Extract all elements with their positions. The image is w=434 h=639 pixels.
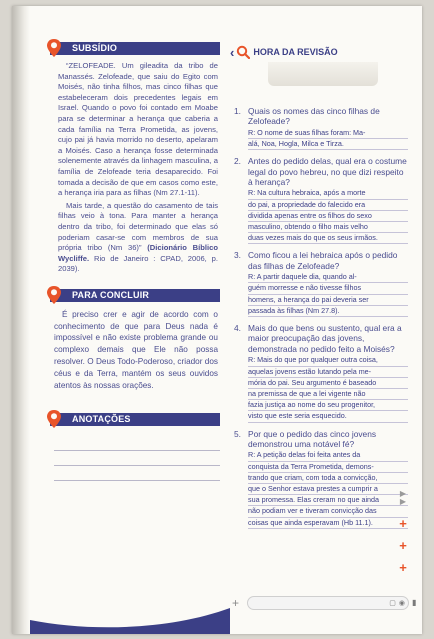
answer-line: na premissa de que a lei vigente não [248, 389, 408, 400]
question-number: 4. [234, 323, 241, 334]
answer-line: dividida apenas entre os filhos do sexo [248, 211, 408, 222]
answer-line: duas vezes mais do que os seus irmãos. [248, 233, 408, 244]
message-input[interactable] [247, 596, 409, 610]
question-number: 3. [234, 250, 241, 261]
answer-line: R: A petição delas foi feita antes da [248, 450, 408, 461]
answer-line: alá, Noa, Hogla, Milca e Tirza. [248, 139, 408, 150]
question-text: Antes do pedido delas, qual era o costume legal do povo hebreu, no que dizi respeito à herança? [248, 156, 407, 188]
answer-line: R: Mais do que por qualquer outra coisa, [248, 355, 408, 366]
answer-line: mória do pai. Seu argumento é baseado [248, 378, 408, 389]
concluir-body: É preciso crer e agir de acordo com o conhecimento de que para Deus nada é impossível e não existe problema grande ou complexo demais que Ele não possa resolver. O Deus Todo-Poderoso, criador dos céus e da Terra, mantém os seus ouvidos atentos às nossas orações. [54, 309, 218, 390]
question-item [230, 156, 408, 244]
answer-line: que o Senhor estava prestes a cumprir a [248, 484, 408, 495]
anotacoes-header [50, 413, 220, 426]
question-text: Quais os nomes das cinco filhas de Zelofeade? [248, 106, 380, 127]
subsidio-paragraph-2 [58, 201, 218, 275]
source-title: (Dicionário Bíblico Wycliffe. [58, 243, 218, 263]
review-questions [230, 106, 408, 535]
ribbon-graphic [268, 62, 378, 86]
answer-line: masculino, obtendo o filho mais velho [248, 222, 408, 233]
plus-icon[interactable]: + [399, 538, 407, 553]
answer-line: conquista da Terra Prometida, demons- [248, 462, 408, 473]
message-bar [232, 595, 420, 611]
play-arrow-icon[interactable]: ▶ [399, 497, 407, 506]
subsidio-header [50, 42, 220, 55]
answer-line: aquelas jovens estão lutando pela me- [248, 367, 408, 378]
play-arrow-icon[interactable]: ▶ [399, 489, 407, 498]
subsidio-body [58, 61, 218, 275]
decorative-swoosh [30, 598, 230, 634]
question-text: Como ficou a lei hebraica após o pedido das filhas de Zelofeade? [248, 250, 398, 271]
magnifier-icon [236, 45, 250, 59]
answer-block [248, 450, 408, 531]
left-column [50, 42, 220, 481]
question-item [230, 250, 408, 317]
answer-line: guém morresse e não tivesse filhos [248, 283, 408, 294]
plus-icon[interactable]: + [399, 560, 407, 575]
right-column [230, 44, 410, 527]
question-text: Mais do que bens ou sustento, qual era a maior preocupação das jovens, demonstrada no pedido feito a Moisés? [248, 323, 402, 354]
map-pin-icon [46, 38, 62, 58]
answer-line: R: O nome de suas filhas foram: Ma- [248, 128, 408, 139]
answer-line: trando que criam, com toda a convicção, [248, 473, 408, 484]
sticker-icon[interactable]: ▢ [389, 600, 396, 607]
source-details: Rio de Janeiro : CPAD, 2006, p. 2039). [58, 253, 218, 274]
answer-line: visto que este seria esquecido. [248, 411, 408, 422]
camera-icon[interactable]: ◉ [398, 600, 405, 607]
answer-line: R: Na cultura hebraica, após a morte [248, 188, 408, 199]
map-pin-icon [46, 285, 62, 305]
question-item [230, 106, 408, 150]
note-line[interactable] [54, 466, 220, 481]
revisao-header [230, 44, 410, 60]
answer-line: não podiam ver e tiveram convicção das [248, 506, 408, 517]
plus-icon[interactable]: + [232, 596, 240, 610]
revisao-title: HORA DA REVISÃO [253, 47, 338, 57]
note-line[interactable] [54, 436, 220, 451]
subsidio-paragraph-1: “ZELOFEADE. Um gileadita da tribo de Manassés. Zelofeade, que saiu do Egito com Moisés, não tinha filhos, mas cinco filhas que estabeleceram dois precedentes legais em Israel. Quando o povo foi contado em Moabe para se determinar a herança que caberia a cada família na Terra Prometida, as jovens, cujo pai já havia morrido no deserto, apelaram a Moisés. Caso a herança fosse determinada solenemente através da linhagem masculina, a família de Zelofeade teria desaparecido. Foi tomada a decisão de que em casos como este, a herança iria para as filhas (Nm 27.1-11). [58, 61, 218, 198]
chevron-left-icon[interactable]: ‹ [230, 44, 235, 60]
map-pin-icon [46, 409, 62, 429]
question-number: 1. [234, 106, 241, 116]
subsidio-title: SUBSÍDIO [72, 43, 118, 53]
question-number: 2. [234, 156, 241, 167]
subsidio-paragraph-2-text: Mais tarde, a questão do casamento de tais filhas veio à tona. Para manter a herança dentro da tribo, foi determinado que elas só poderiam casar-se com membros de sua própria tribo (Nm 36)” [58, 200, 218, 253]
answer-block [248, 188, 408, 244]
answer-block [248, 128, 408, 150]
question-item [230, 429, 408, 529]
question-text: Por que o pedido das cinco jovens demonstrou uma notável fé? [248, 428, 377, 449]
answer-line: do pai, a propriedade do falecido era [248, 200, 408, 211]
answer-line: R: A partir daquele dia, quando al- [248, 272, 408, 283]
answer-line: passada às filhas (Nm 27.8). [248, 306, 408, 317]
concluir-header [50, 289, 220, 302]
answer-line: coisas que ainda esperavam (Hb 11.1). [248, 518, 408, 529]
plus-icon[interactable]: + [399, 516, 407, 531]
microphone-icon[interactable]: ▮ [412, 598, 417, 607]
concluir-title: PARA CONCLUIR [72, 289, 150, 300]
note-line[interactable] [54, 451, 220, 466]
answer-line: fazia justiça ao nome do seu progenitor, [248, 400, 408, 411]
book-page [12, 6, 422, 634]
page-spine-shadow [12, 6, 30, 634]
notes-lines [54, 436, 220, 481]
side-controls [396, 490, 410, 574]
answer-block [248, 272, 408, 317]
answer-line: homens, a herança do pai deveria ser [248, 295, 408, 306]
question-item [230, 323, 408, 422]
answer-line: sua promessa. Elas creram no que ainda [248, 495, 408, 506]
answer-block [248, 355, 408, 422]
question-number: 5. [234, 428, 241, 439]
anotacoes-title: ANOTAÇÕES [72, 414, 131, 425]
